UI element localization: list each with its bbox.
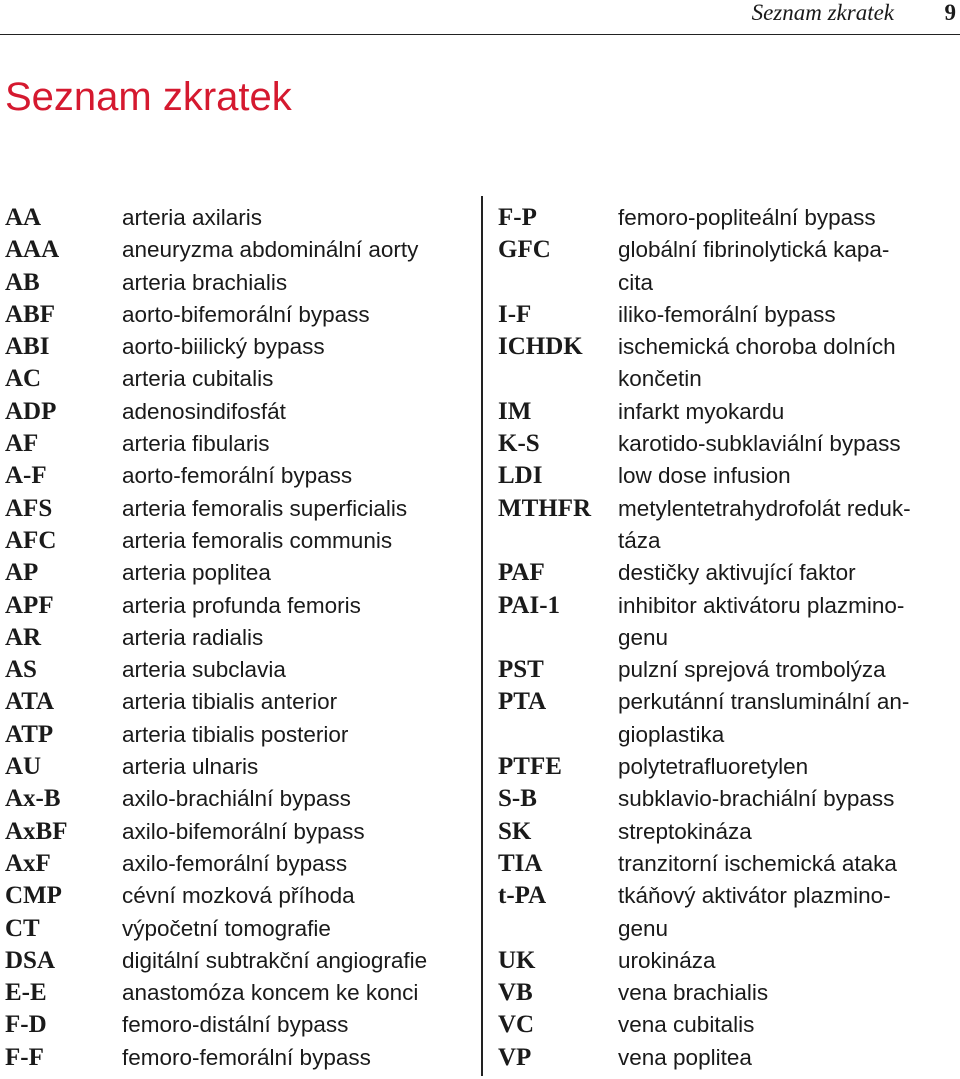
- abbreviation: SK: [498, 817, 532, 845]
- definition: [122, 557, 480, 589]
- definition-line: arteria femoralis superficialis: [122, 495, 408, 521]
- abbreviation-row: [5, 331, 480, 363]
- definition: [618, 1009, 960, 1041]
- abbreviation-row: [5, 234, 480, 266]
- definition-line: subklavio-brachiální bypass: [618, 786, 895, 812]
- definition-line: genu: [618, 915, 669, 941]
- definition-line: femoro-distální bypass: [122, 1012, 349, 1038]
- definition: [618, 783, 960, 815]
- abbreviation: AU: [5, 753, 42, 781]
- definition: [122, 202, 480, 234]
- definition-line: urokináza: [618, 947, 716, 973]
- abbreviation-row: [5, 945, 480, 977]
- definition-line: axilo-bifemorální bypass: [122, 818, 365, 844]
- definition-line: vena poplitea: [618, 1044, 752, 1070]
- abbreviation: AxF: [5, 849, 51, 877]
- abbreviation-row: [498, 590, 960, 655]
- definition-line: perkutánní transluminální an-: [618, 689, 910, 715]
- definition: [122, 525, 480, 557]
- definition: [618, 460, 960, 492]
- definition: [122, 267, 480, 299]
- definition-line: arteria cubitalis: [122, 366, 274, 392]
- definition-line: pulzní sprejová trombolýza: [618, 657, 886, 683]
- definition: [618, 557, 960, 589]
- abbreviation-row: [5, 880, 480, 912]
- abbreviation-row: [498, 557, 960, 589]
- abbreviation: ICHDK: [498, 333, 583, 361]
- definition: [618, 686, 960, 751]
- definition: [618, 945, 960, 977]
- definition: [618, 816, 960, 848]
- definition: [122, 880, 480, 912]
- definition: [618, 331, 960, 396]
- abbreviation-row: [5, 913, 480, 945]
- definition-line: arteria fibularis: [122, 431, 270, 457]
- definition-line: arteria radialis: [122, 624, 264, 650]
- abbreviation: ADP: [5, 397, 57, 425]
- abbreviation-row: [498, 977, 960, 1009]
- abbreviation-row: [5, 202, 480, 234]
- abbreviation-row: [5, 977, 480, 1009]
- definition-line: globální fibrinolytická kapa-: [618, 237, 890, 263]
- definition: [122, 945, 480, 977]
- definition-line: streptokináza: [618, 818, 752, 844]
- definition-line: aorto-bifemorální bypass: [122, 301, 370, 327]
- definition-line: karotido-subklaviální bypass: [618, 431, 901, 457]
- abbreviation-row: [5, 622, 480, 654]
- abbreviation-row: [498, 396, 960, 428]
- definition: [618, 202, 960, 234]
- abbreviation: GFC: [498, 236, 551, 264]
- definition-line: axilo-brachiální bypass: [122, 786, 351, 812]
- definition-line: končetin: [618, 366, 702, 392]
- definition-line: genu: [618, 624, 669, 650]
- definition-line: arteria brachialis: [122, 269, 288, 295]
- definition-line: vena brachialis: [618, 980, 769, 1006]
- definition-line: táza: [618, 527, 661, 553]
- definition: [122, 493, 480, 525]
- page-number: 9: [944, 0, 956, 25]
- abbreviation-row: [5, 1009, 480, 1041]
- definition-line: arteria profunda femoris: [122, 592, 361, 618]
- running-header: [0, 0, 960, 35]
- abbreviation-row: [498, 751, 960, 783]
- definition: [122, 460, 480, 492]
- definition: [618, 848, 960, 880]
- definition-line: arteria axilaris: [122, 205, 263, 230]
- definition: [122, 299, 480, 331]
- definition: [122, 977, 480, 1009]
- abbreviation-row: [5, 428, 480, 460]
- definition: [618, 396, 960, 428]
- abbreviation-row: [5, 557, 480, 589]
- definition-line: infarkt myokardu: [618, 398, 785, 424]
- abbreviation: S-B: [498, 785, 537, 813]
- abbreviation: F-D: [5, 1011, 47, 1039]
- definition-line: iliko-femorální bypass: [618, 301, 836, 327]
- definition-line: výpočetní tomografie: [122, 915, 331, 941]
- definition-line: ischemická choroba dolních: [618, 334, 896, 360]
- definition-line: low dose infusion: [618, 463, 791, 489]
- definition-line: tkáňový aktivátor plazmino-: [618, 883, 891, 909]
- abbreviation-row: [5, 267, 480, 299]
- abbreviation: AP: [5, 559, 39, 587]
- definition: [618, 428, 960, 460]
- definition: [618, 654, 960, 686]
- abbreviation: A-F: [5, 462, 47, 490]
- definition-line: femoro-popliteální bypass: [618, 205, 876, 230]
- abbreviation-row: [498, 880, 960, 945]
- definition-line: metylentetrahydrofolát reduk-: [618, 495, 911, 521]
- abbreviation: PST: [498, 656, 544, 684]
- abbreviation-row: [498, 686, 960, 751]
- abbreviation: AB: [5, 268, 40, 296]
- abbreviation: AFC: [5, 526, 57, 554]
- abbreviation: t-PA: [498, 882, 547, 910]
- abbreviation: F-F: [5, 1043, 44, 1071]
- definition-line: anastomóza koncem ke konci: [122, 980, 419, 1006]
- abbreviation-row: [5, 848, 480, 880]
- abbreviation: VP: [498, 1043, 532, 1071]
- abbreviation-row: [5, 751, 480, 783]
- column-divider: [481, 196, 483, 1076]
- definition-line: arteria femoralis communis: [122, 527, 393, 553]
- abbreviation-row: [5, 299, 480, 331]
- abbreviation-row: [498, 234, 960, 299]
- abbreviation-row: [498, 654, 960, 686]
- definition: [122, 686, 480, 718]
- abbreviation: I-F: [498, 300, 532, 328]
- definition-line: digitální subtrakční angiografie: [122, 947, 428, 973]
- abbreviation-row: [5, 396, 480, 428]
- definition-line: arteria tibialis posterior: [122, 721, 349, 747]
- abbreviation: ABF: [5, 300, 55, 328]
- definition-line: arteria poplitea: [122, 560, 271, 586]
- abbreviation-row: [498, 428, 960, 460]
- definition: [618, 977, 960, 1009]
- definition-line: arteria ulnaris: [122, 754, 259, 780]
- abbreviation-row: [5, 525, 480, 557]
- definition-line: femoro-femorální bypass: [122, 1044, 371, 1070]
- definition: [122, 751, 480, 783]
- abbreviation-row: [498, 945, 960, 977]
- abbreviation-row: [498, 816, 960, 848]
- definition: [618, 234, 960, 299]
- definition: [122, 622, 480, 654]
- abbreviation: PTA: [498, 688, 547, 716]
- abbreviation: AF: [5, 430, 39, 458]
- abbreviation: ATA: [5, 688, 55, 716]
- definition-line: cévní mozková příhoda: [122, 883, 355, 909]
- abbreviation-row: [5, 460, 480, 492]
- abbreviation-row: [498, 460, 960, 492]
- abbreviation-row: [5, 1042, 480, 1074]
- abbreviation: AC: [5, 365, 42, 393]
- abbreviation: AxBF: [5, 817, 68, 845]
- abbreviation: UK: [498, 946, 536, 974]
- abbreviation: Ax-B: [5, 785, 61, 813]
- abbreviation: VB: [498, 979, 533, 1007]
- definition-line: aorto-femorální bypass: [122, 463, 353, 489]
- abbreviation: PTFE: [498, 753, 562, 781]
- definition: [618, 299, 960, 331]
- definition-line: adenosindifosfát: [122, 398, 286, 424]
- abbreviation-row: [498, 299, 960, 331]
- abbreviation: E-E: [5, 979, 47, 1007]
- definition: [122, 396, 480, 428]
- abbreviation: IM: [498, 397, 532, 425]
- page-title: Seznam zkratek: [5, 75, 292, 119]
- abbreviation: MTHFR: [498, 494, 592, 522]
- abbreviation: CMP: [5, 882, 62, 910]
- abbreviation: ABI: [5, 333, 50, 361]
- abbreviation-row: [5, 783, 480, 815]
- abbreviation-row: [5, 493, 480, 525]
- abbreviation-row: [5, 816, 480, 848]
- abbreviation: DSA: [5, 946, 56, 974]
- abbreviation: PAI-1: [498, 591, 561, 619]
- definition: [122, 590, 480, 622]
- definition-line: cita: [618, 269, 654, 295]
- definition-line: aneuryzma abdominální aorty: [122, 237, 419, 263]
- definition-line: inhibitor aktivátoru plazmino-: [618, 592, 905, 618]
- definition: [122, 1009, 480, 1041]
- definition: [122, 719, 480, 751]
- definition: [122, 913, 480, 945]
- abbreviation-row: [498, 202, 960, 234]
- running-title: Seznam zkratek: [751, 0, 894, 25]
- definition: [122, 331, 480, 363]
- abbreviation-row: [498, 331, 960, 396]
- abbreviation-row: [498, 1042, 960, 1074]
- abbreviation-list-right: [498, 202, 960, 1074]
- abbreviation: AAA: [5, 236, 60, 264]
- definition: [122, 234, 480, 266]
- abbreviation: PAF: [498, 559, 545, 587]
- definition: [122, 363, 480, 395]
- definition: [122, 654, 480, 686]
- abbreviation: APF: [5, 591, 54, 619]
- definition-line: arteria subclavia: [122, 657, 286, 683]
- abbreviation-list-left: [5, 202, 480, 1074]
- definition-line: destičky aktivující faktor: [618, 560, 856, 586]
- abbreviation: VC: [498, 1011, 535, 1039]
- definition: [122, 428, 480, 460]
- definition-line: aorto-biilický bypass: [122, 334, 325, 360]
- definition-line: polytetrafluoretylen: [618, 754, 809, 780]
- definition: [618, 493, 960, 558]
- abbreviation: AR: [5, 623, 42, 651]
- definition: [618, 1042, 960, 1074]
- definition-line: gioplastika: [618, 721, 725, 747]
- definition: [618, 751, 960, 783]
- definition-line: arteria tibialis anterior: [122, 689, 338, 715]
- abbreviation: K-S: [498, 430, 540, 458]
- definition: [618, 590, 960, 655]
- definition-line: tranzitorní ischemická ataka: [618, 850, 897, 876]
- abbreviation-row: [5, 363, 480, 395]
- definition-line: axilo-femorální bypass: [122, 850, 348, 876]
- abbreviation: AA: [5, 204, 42, 231]
- abbreviation-row: [498, 1009, 960, 1041]
- abbreviation-row: [5, 590, 480, 622]
- abbreviation-row: [5, 686, 480, 718]
- abbreviation-row: [5, 719, 480, 751]
- abbreviation: AFS: [5, 494, 53, 522]
- abbreviation-row: [498, 493, 960, 558]
- abbreviation: F-P: [498, 204, 537, 231]
- definition: [618, 880, 960, 945]
- abbreviation: TIA: [498, 849, 543, 877]
- abbreviation: ATP: [5, 720, 54, 748]
- definition: [122, 1042, 480, 1074]
- abbreviation-row: [5, 654, 480, 686]
- abbreviation: LDI: [498, 462, 543, 490]
- definition: [122, 816, 480, 848]
- abbreviation: AS: [5, 656, 37, 684]
- abbreviation-row: [498, 783, 960, 815]
- definition: [122, 848, 480, 880]
- definition: [122, 783, 480, 815]
- abbreviation: CT: [5, 914, 40, 942]
- definition-line: vena cubitalis: [618, 1012, 755, 1038]
- abbreviation-row: [498, 848, 960, 880]
